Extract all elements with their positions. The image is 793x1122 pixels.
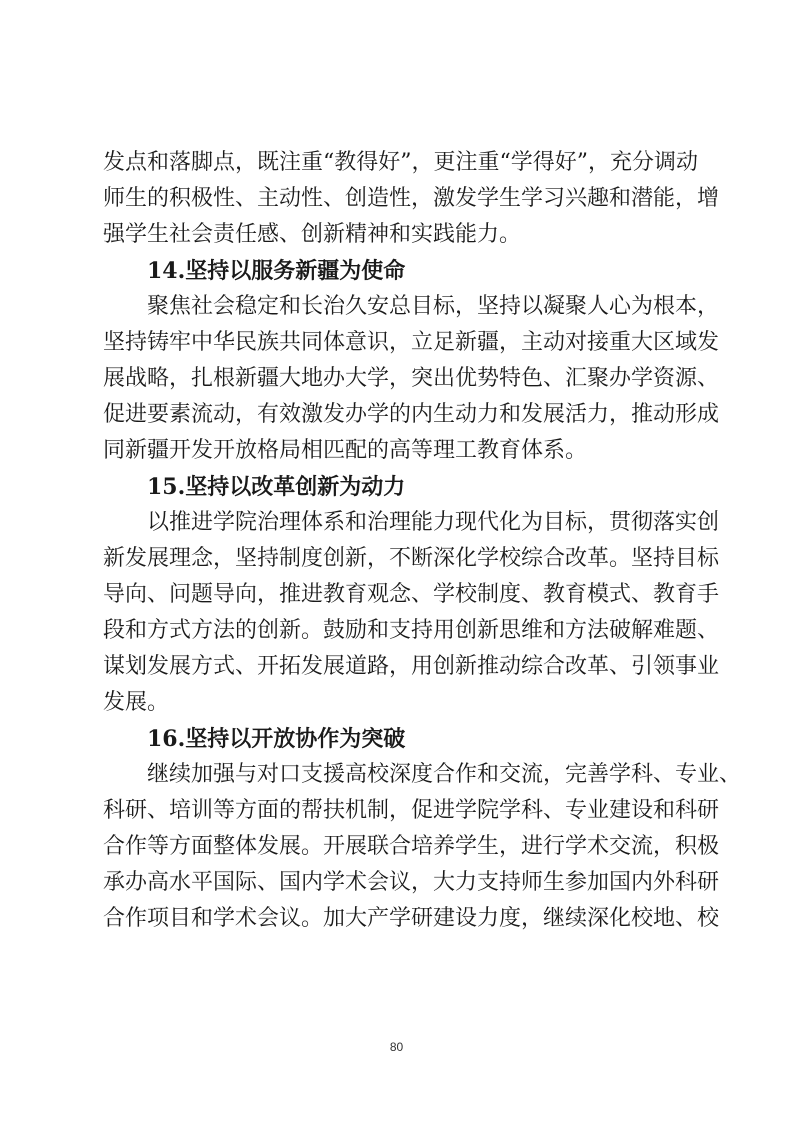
paragraph-line: 师生的积极性、主动性、创造性，激发学生学习兴趣和潜能，增 xyxy=(103,186,720,211)
paragraph-line: 段和方式方法的创新。鼓励和支持用创新思维和方法破解难题、 xyxy=(103,618,720,643)
paragraph-line: 合作项目和学术会议。加大产学研建设力度，继续深化校地、校 xyxy=(103,906,720,931)
document-body xyxy=(103,145,742,937)
paragraph-line: 促进要素流动，有效激发办学的内生动力和发展活力，推动形成 xyxy=(103,402,720,427)
section-15-paragraph xyxy=(103,505,720,721)
paragraph-line: 发展。 xyxy=(103,690,170,715)
intro-paragraph xyxy=(103,145,720,253)
paragraph-line: 坚持铸牢中华民族共同体意识，立足新疆，主动对接重大区域发 xyxy=(103,330,720,355)
section-14-paragraph xyxy=(103,289,720,469)
section-heading-14: 14.坚持以服务新疆为使命 xyxy=(147,258,406,284)
paragraph-line: 科研、培训等方面的帮扶机制，促进学院学科、专业建设和科研 xyxy=(103,798,720,823)
paragraph-line: 合作等方面整体发展。开展联合培养学生，进行学术交流，积极 xyxy=(103,834,720,859)
paragraph-line: 聚焦社会稳定和长治久安总目标，坚持以凝聚人心为根本， xyxy=(147,294,720,319)
paragraph-line: 以推进学院治理体系和治理能力现代化为目标，贯彻落实创 xyxy=(147,510,720,535)
paragraph-line: 发点和落脚点，既注重“教得好”，更注重“学得好”，充分调动 xyxy=(103,150,698,175)
paragraph-line: 展战略，扎根新疆大地办大学，突出优势特色、汇聚办学资源、 xyxy=(103,366,720,391)
section-heading-16: 16.坚持以开放协作为突破 xyxy=(147,726,406,752)
page-number: 80 xyxy=(389,1040,404,1054)
paragraph-line: 谋划发展方式、开拓发展道路，用创新推动综合改革、引领事业 xyxy=(103,654,720,679)
paragraph-line: 导向、问题导向，推进教育观念、学校制度、教育模式、教育手 xyxy=(103,582,720,607)
paragraph-line: 新发展理念，坚持制度创新，不断深化学校综合改革。坚持目标 xyxy=(103,546,720,571)
paragraph-line: 强学生社会责任感、创新精神和实践能力。 xyxy=(103,222,522,247)
section-16-paragraph xyxy=(103,757,742,937)
paragraph-line: 同新疆开发开放格局相匹配的高等理工教育体系。 xyxy=(103,438,588,463)
section-heading-15: 15.坚持以改革创新为动力 xyxy=(147,474,406,500)
paragraph-line: 继续加强与对口支援高校深度合作和交流，完善学科、专业、 xyxy=(147,762,742,787)
paragraph-line: 承办高水平国际、国内学术会议，大力支持师生参加国内外科研 xyxy=(103,870,720,895)
